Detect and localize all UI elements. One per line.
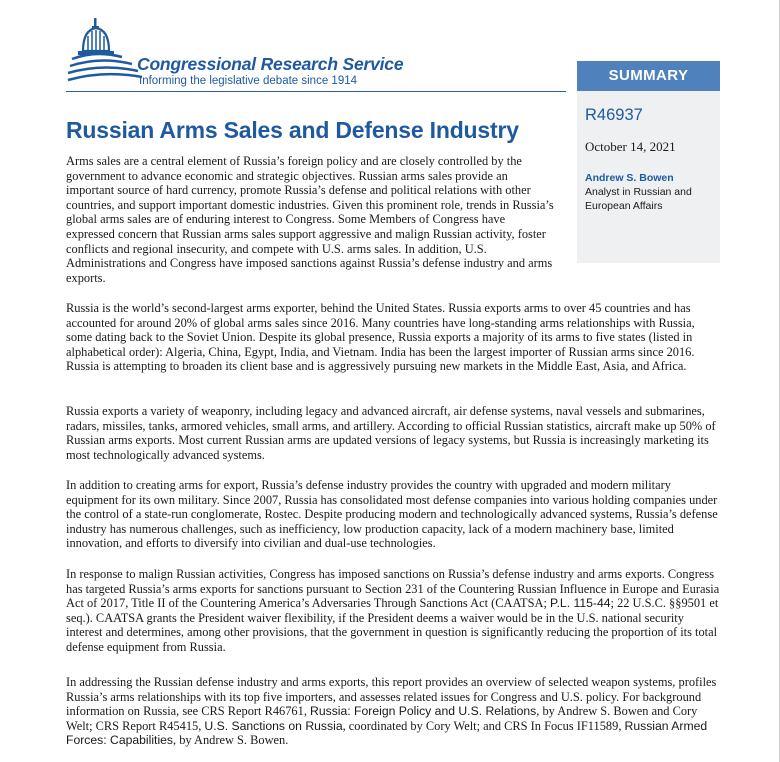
reference-russian-armed-forces: Russian Armed Forces: Capabilities [66,718,708,748]
paragraph-sanctions [66,567,720,655]
paragraph-industry: In addition to creating arms for export, Russia’s defense industry provides the country with upgraded and modern military equipment for its own military. Since 2007, Russia has consolidated most defense companies into various holding companies under the control of a state-run conglomerate, Rostec. Despite producing modern and technologically advanced systems, Russia’s defense industry has numerous challenges, such as inefficiency, low production capacity, lack of a modern machinery base, limited innovation, and efforts to diversify into civilian and dual-use technologies. [66,478,718,551]
author-role: Analyst in Russian and European Affairs [585,186,692,212]
reference-us-sanctions: U.S. Sanctions on Russia [204,718,343,733]
organization-name: Congressional Research Service [137,54,404,74]
document-title: Russian Arms Sales and Defense Industry [66,117,519,143]
report-text-d: , by Andrew S. Bowen. [173,733,289,748]
paragraph-exporter: Russia is the world’s second-largest arms exporter, behind the United States. Russia exports arms to over 45 countries and has accounted for around 20% of global arms sales since 2016. Many countries have long-standing arms relationships with Russia, some dating back to the Soviet Union. Despite its global presence, Russia exports a majority of its arms to five states (listed in alphabetical order): Algeria, China, Egypt, India, and Vietnam. India has been the largest importer of Russian arms since 2016. Russia is attempting to broaden its client base and is aggressively pursuing new markets in the Middle East, Asia, and Africa. [66,301,695,374]
report-text-b: , by Andrew S. Bowen and Cory Welt; CRS Report R45415, [66,704,698,733]
paragraph-intro: Arms sales are a central element of Russia’s foreign policy and are closely controlled by the government to advance economic and strategic objectives. Russian arms sales provide an important source of hard currency, promote Russia’s defense and political relations with other countries, and support important domestic industries. Given this prominent role, trends in Russia’s global arms sales are of enduring interest to Congress. Some Members of Congress have expressed concern that Russian arms sales support aggressive and malign Russian activity, foster conflicts and regional insecurity, and compete with U.S. arms sales. In addition, U.S. Administrations and Congress have imposed sanctions against Russia’s defense industry and arms exports. [66,154,554,285]
sanctions-text-a: In response to malign Russian activities, Congress has imposed sanctions on Russia’s defense industry and arms exports. Congress has targeted Russia’s arms exports for sanctions pursuant to Section 231 of the Countering Russian Influence in Europe and Eurasia Act of 2017, Title II of the Countering America’s Adversaries Through Sanctions Act (CAATSA; [66,567,720,611]
summary-heading: SUMMARY [577,61,720,91]
header-rule [66,91,566,92]
paragraph-weaponry: Russia exports a variety of weaponry, including legacy and advanced aircraft, air defense systems, naval vessels and submarines, radars, missiles, tanks, armored vehicles, small arms, and artillery. According to official Russian statistics, aircraft make up 50% of Russian arms exports. Most current Russian arms are updated versions of legacy systems, but Russia is increasingly marketing its most technologically advanced systems. [66,404,716,462]
sanctions-text-b: ; 22 U.S.C. §§9501 et seq.). CAATSA grants the President waiver flexibility, if the President deems a waiver would be in the U.S. national security interest and determines, among other provisions, that the government in question is significantly reducing the proportion of its total defense equipment from Russia. [66,596,719,654]
capitol-dome-icon [66,16,146,90]
organization-tagline: Informing the legislative debate since 1914 [139,75,358,87]
report-text-a: In addressing the Russian defense industry and arms exports, this report provides an overview of selected weapon systems, profiles Russia’s arms relationships with its top five importers, and assesses related issues for Congress and U.S. policy. For background information on Russia, see CRS Report R46761, [66,675,717,719]
reference-russia-foreign-policy: Russia: Foreign Policy and U.S. Relations [310,704,537,719]
public-law-citation: P.L. 115-44 [549,596,611,611]
report-date: October 14, 2021 [585,139,676,154]
paragraph-report-overview [66,675,720,748]
summary-sidebar [577,61,720,263]
author-name: Andrew S. Bowen [585,172,674,184]
report-number: R46937 [585,106,643,124]
report-text-c: , coordinated by Cory Welt; and CRS In Focus IF11589, [342,718,625,733]
